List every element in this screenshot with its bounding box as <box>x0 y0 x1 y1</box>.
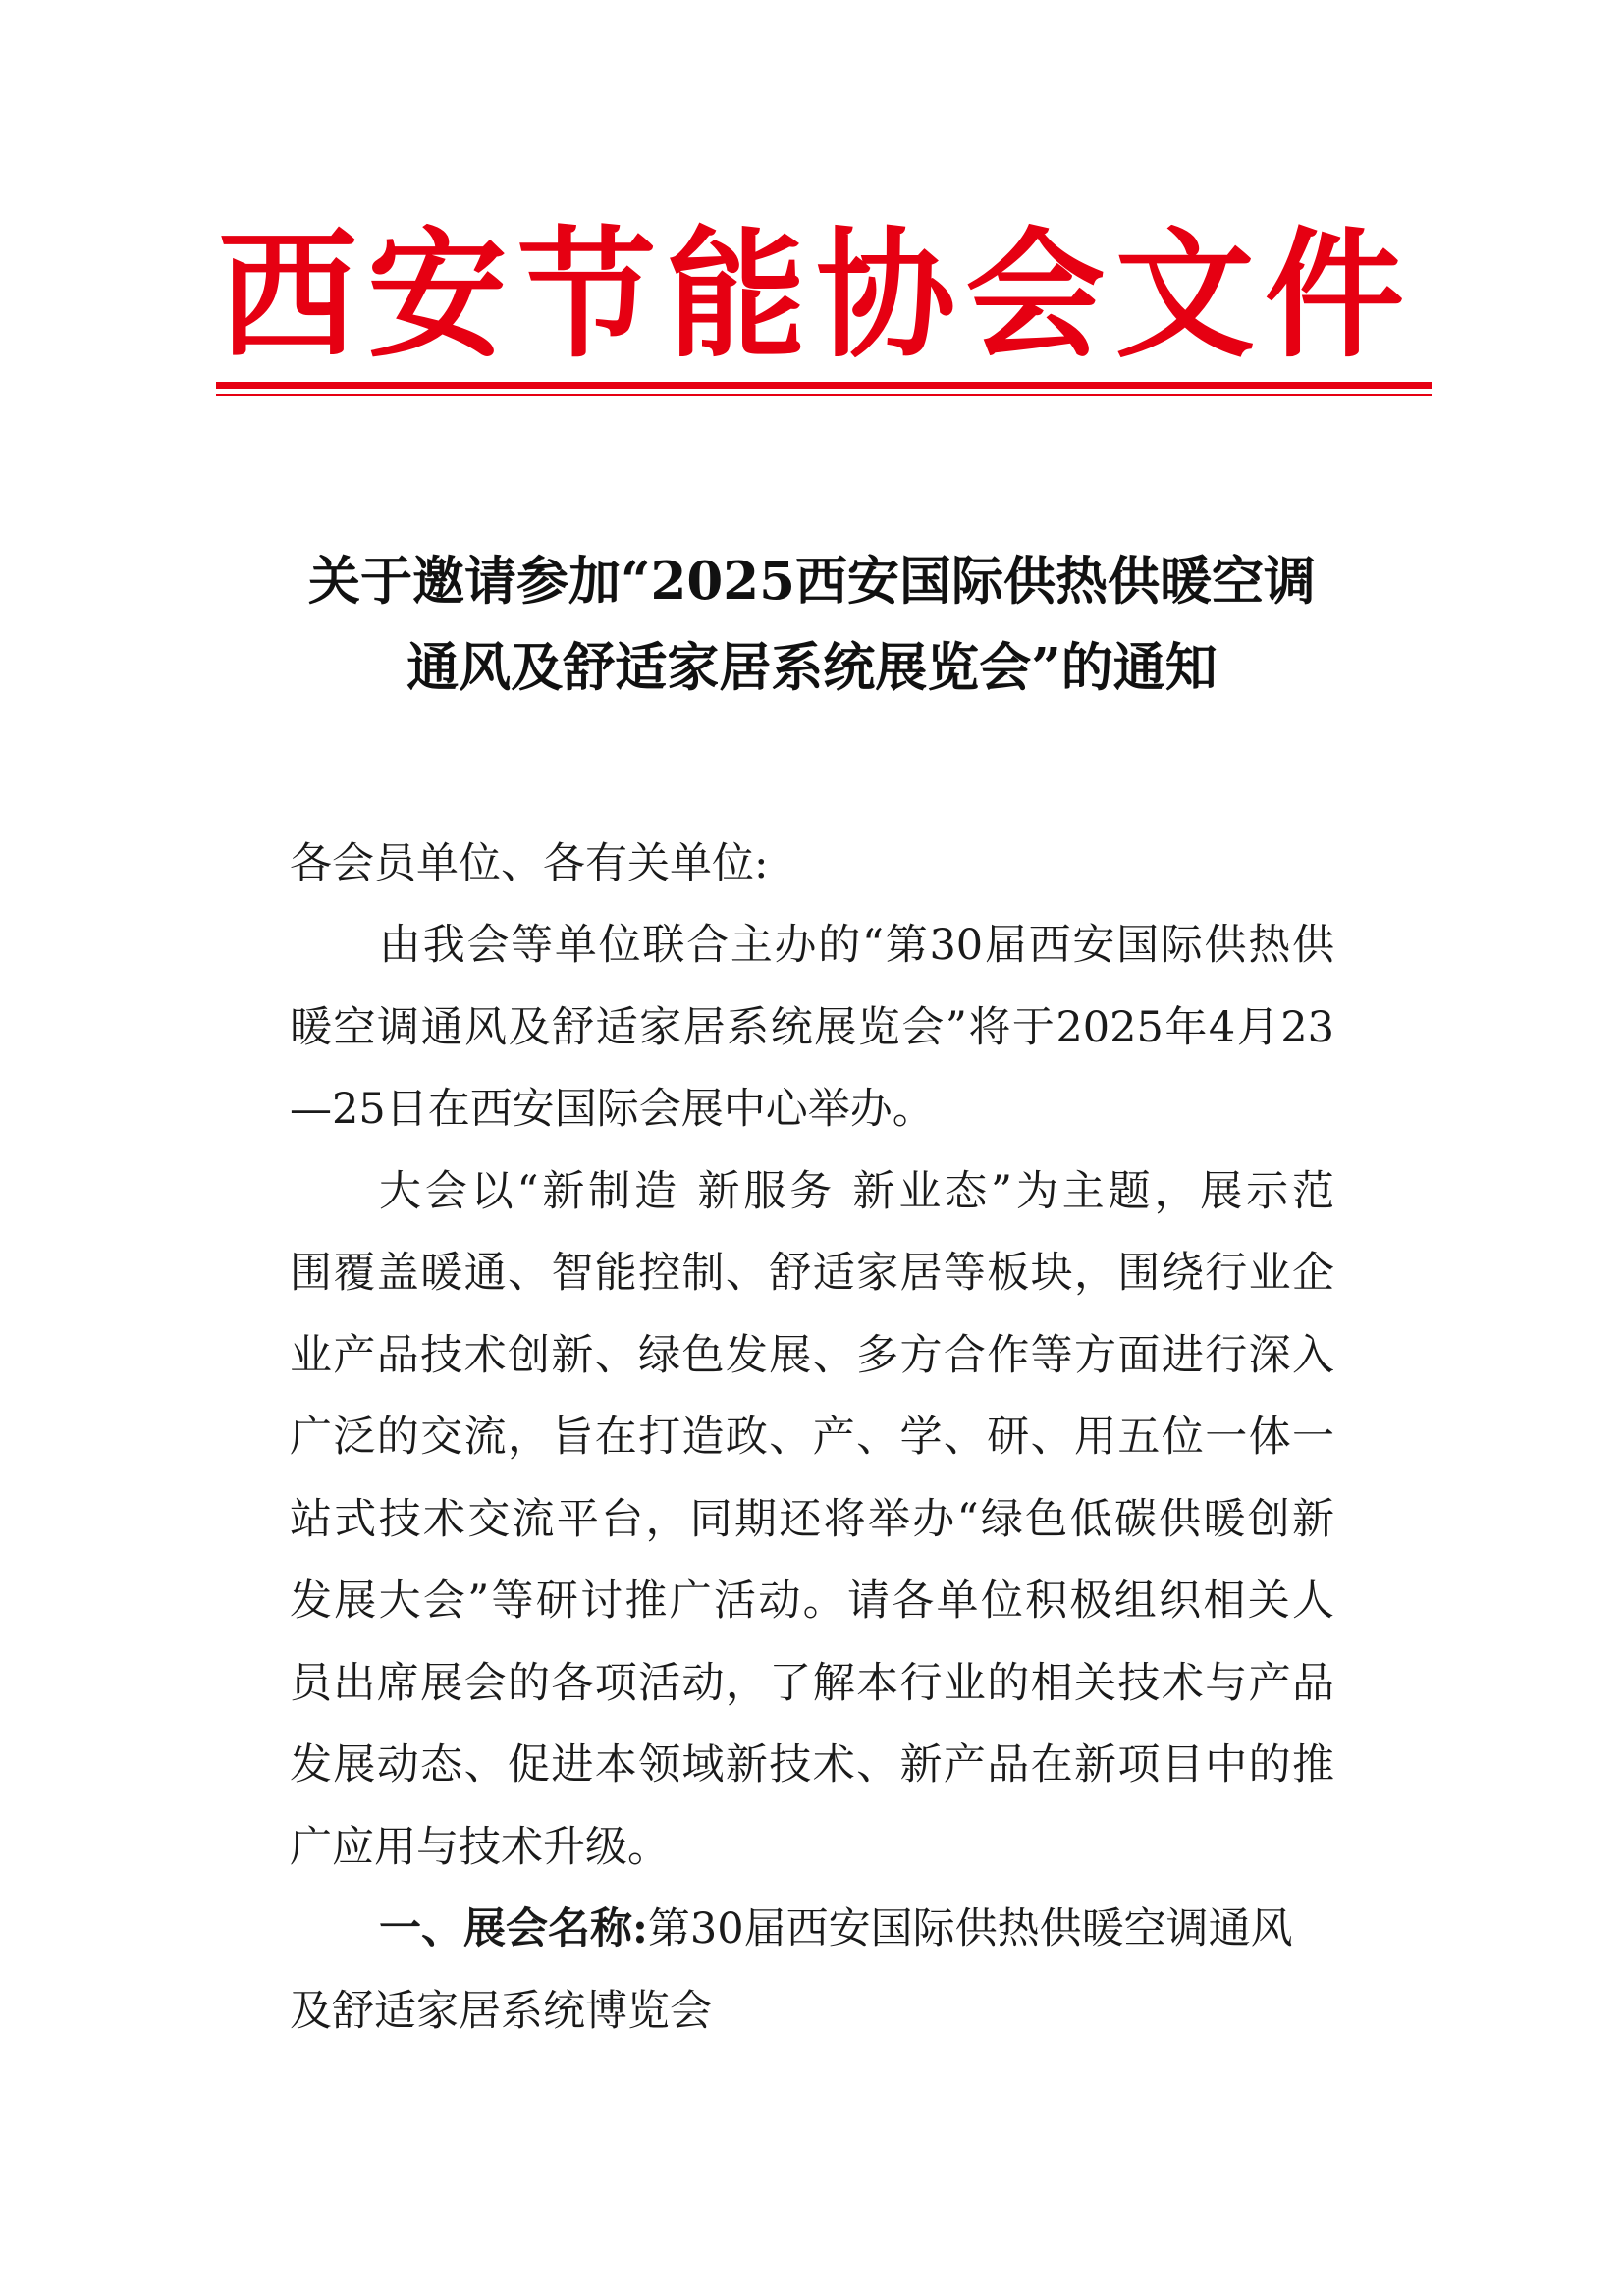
notice-title-line-2: 通风及舒适家居系统展览会”的通知 <box>406 637 1218 698</box>
section-1-label: 一、展会名称: <box>379 1904 648 1953</box>
header-red-rule-thin <box>216 394 1432 396</box>
org-header-title: 西安节能协会文件 <box>218 215 1404 377</box>
paragraph-1-line-2: 暖空调通风及舒适家居系统展览会”将于2025年4月23 <box>290 1003 1334 1052</box>
paragraph-2-line-8: 发展动态、促进本领域新技术、新产品在新项目中的推 <box>290 1740 1334 1789</box>
salutation: 各会员单位、各有关单位: <box>290 839 769 888</box>
paragraph-1-line-1: 由我会等单位联合主办的“第30届西安国际供热供 <box>379 921 1334 970</box>
section-1-line-1 <box>379 1899 1361 1958</box>
paragraph-2-line-4: 广泛的交流，旨在打造政、产、学、研、用五位一体一 <box>290 1413 1334 1462</box>
paragraph-2-line-2: 围覆盖暖通、智能控制、舒适家居等板块，围绕行业企 <box>290 1249 1334 1298</box>
paragraph-2-line-7: 员出席展会的各项活动，了解本行业的相关技术与产品 <box>290 1659 1334 1708</box>
notice-title-line-1: 关于邀请参加“2025西安国际供热供暖空调 <box>308 551 1316 612</box>
paragraph-1-line-3: —25日在西安国际会展中心举办。 <box>290 1085 935 1134</box>
paragraph-2-line-5: 站式技术交流平台，同期还将举办“绿色低碳供暖创新 <box>290 1495 1334 1544</box>
paragraph-2-line-9: 广应用与技术升级。 <box>290 1823 670 1872</box>
paragraph-2-line-3: 业产品技术创新、绿色发展、多方合作等方面进行深入 <box>290 1331 1334 1380</box>
section-1-line-2: 及舒适家居系统博览会 <box>290 1987 712 2036</box>
section-1-value: 第30届西安国际供热供暖空调通风 <box>647 1904 1293 1953</box>
paragraph-2-line-1: 大会以“新制造 新服务 新业态”为主题，展示范 <box>379 1167 1334 1216</box>
paragraph-2-line-6: 发展大会”等研讨推广活动。请各单位积极组织相关人 <box>290 1576 1334 1626</box>
header-red-rule-thick <box>216 382 1432 389</box>
